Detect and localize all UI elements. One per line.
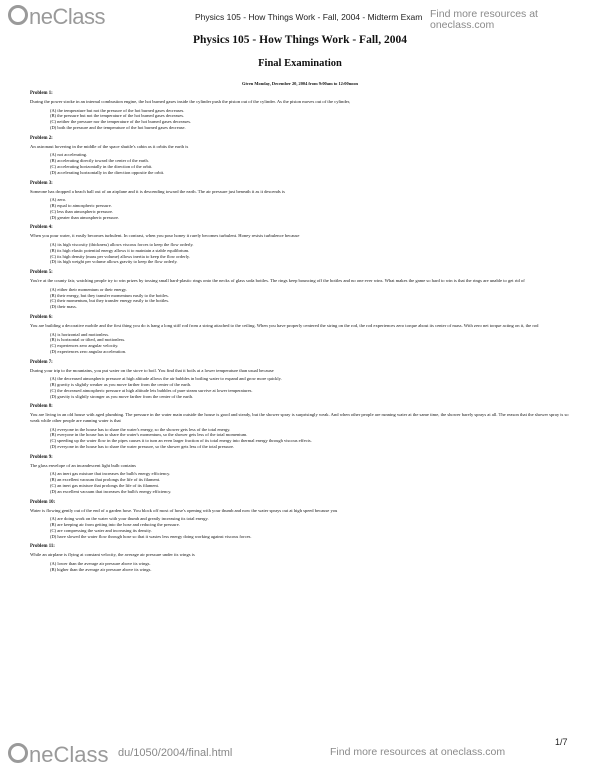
problem-block xyxy=(30,91,570,131)
answer-choice: (C) its high density (mass per volume) allows inertia to keep the flow orderly. xyxy=(50,253,190,259)
choice-list xyxy=(30,287,570,310)
problem-question: Someone has dropped a beach ball out of an airplane and it is descending toward the earth. The air pressure just beneath it as it descends is xyxy=(30,188,285,194)
running-head: Physics 105 - How Things Work - Fall, 2004 - Midterm Exam xyxy=(195,12,423,22)
answer-choice: (C) experiences zero angular velocity. xyxy=(50,343,119,349)
top-promo-link[interactable]: Find more resources at oneclass.com xyxy=(430,8,538,31)
answer-choice: (B) its high elastic potential energy allows it to maintain a stable equilibrium. xyxy=(50,247,190,253)
bottom-watermark-bar xyxy=(0,735,595,770)
problem-question: During the power stroke in an internal combustion engine, the hot burned gases inside the cylinder push the piston out of the cylinder. As the piston moves out of the cylinder, xyxy=(30,99,351,104)
answer-choice: (D) their mass. xyxy=(50,304,77,310)
exam-date: Given Monday, December 20, 2004 from 9:00am to 12:00noon xyxy=(242,81,358,86)
problem-block xyxy=(30,404,570,449)
logo-o-icon xyxy=(8,743,28,763)
answer-choice: (B) equal to atmospheric pressure. xyxy=(50,202,112,208)
problem-title: Problem 1: xyxy=(30,91,53,96)
answer-choice: (D) accelerating horizontally in the direction opposite the orbit. xyxy=(50,169,165,175)
problem-title: Problem 3: xyxy=(30,180,53,186)
problem-question: Water is flowing gently out of the end of a garden hose. You block off most of hose's opening with your thumb and now the water sprays out at high speed because you xyxy=(30,507,338,513)
choice-list xyxy=(30,561,570,573)
answer-choice: (A) an inert gas mixture that increases the bulb's energy efficiency. xyxy=(50,471,171,477)
choice-list xyxy=(30,108,570,131)
answer-choice: (C) an inert gas mixture that prolongs the life of its filament. xyxy=(50,483,159,489)
exam-page xyxy=(30,34,570,573)
problem-title: Problem 7: xyxy=(30,359,53,365)
problem-title: Problem 5: xyxy=(30,270,53,276)
answer-choice: (D) experiences zero angular acceleration. xyxy=(50,348,127,354)
answer-choice: (C) less than atmospheric pressure. xyxy=(50,208,114,214)
problem-block xyxy=(30,455,570,495)
problem-block xyxy=(30,181,570,221)
answer-choice: (D) gravity is slightly stronger as you move farther from the center of the earth. xyxy=(50,393,194,399)
choice-list xyxy=(30,152,570,175)
exam-title: Physics 105 - How Things Work - Fall, 2004 xyxy=(193,34,407,46)
problem-question: During your trip to the mountains, you put water on the stove to boil. You find that it boils at a lower temperature than usual because xyxy=(30,367,274,373)
choice-list xyxy=(30,427,570,450)
answer-choice: (B) accelerating directly toward the center of the earth. xyxy=(50,158,149,164)
problem-block xyxy=(30,360,570,400)
answer-choice: (C) speeding up the water flow in the pipes causes it to turn an even larger fraction of its total energy into thermal energy through viscous effects. xyxy=(50,438,312,444)
answer-choice: (B) their energy, but they transfer momentum easily to the bottles. xyxy=(50,292,169,298)
answer-choice: (A) either their momentum or their energy. xyxy=(50,286,127,292)
oneclass-logo xyxy=(8,4,105,30)
problem-question: While an airplane is flying at constant velocity, the average air pressure under its wings is xyxy=(30,552,195,558)
problem-question: When you pour water, it easily becomes turbulent. In contrast, when you pour honey it rarely becomes turbulent. Honey resists turbulence because xyxy=(30,233,300,239)
answer-choice: (A) zero. xyxy=(50,197,67,203)
problem-title: Problem 6: xyxy=(30,314,53,320)
choice-list xyxy=(30,376,570,399)
problem-block xyxy=(30,315,570,355)
answer-choice: (A) everyone in the house has to share the water's energy, so the shower gets less of the total energy. xyxy=(50,426,231,432)
source-url[interactable]: du/1050/2004/final.html xyxy=(118,747,233,759)
answer-choice: (A) not accelerating. xyxy=(50,152,88,158)
problem-block xyxy=(30,270,570,310)
answer-choice: (D) greater than atmospheric pressure. xyxy=(50,214,120,220)
problem-title: Problem 9: xyxy=(30,454,53,460)
problem-question: The glass envelope of an incandescent light bulb contains xyxy=(30,462,136,468)
top-watermark-bar xyxy=(0,0,595,32)
answer-choice: (D) have slowed the water flow through hose so that it wastes less energy doing working against viscous forces. xyxy=(50,533,252,539)
choice-list xyxy=(30,516,570,539)
answer-choice: (B) is horizontal or tilted, and motionless. xyxy=(50,337,126,343)
problem-title: Problem 2: xyxy=(30,135,53,141)
answer-choice: (B) higher than the average air pressure above its wings. xyxy=(50,566,152,572)
answer-choice: (A) its high viscosity (thickness) allows viscous forces to keep the flow orderly. xyxy=(50,241,194,247)
problem-question: You are living in an old house with aged plumbing. The pressure in the water main outside the house is good and steady, but the shower spray is surprisingly weak. And when other people are running water at the same time, the shower barely sprays at all. The reason that the shower spray is so weak while other people are running water is that xyxy=(30,412,569,424)
bottom-promo-link[interactable]: Find more resources at oneclass.com xyxy=(330,746,506,758)
answer-choice: (D) everyone in the house has to share the water pressure, so the shower gets less of the total pressure. xyxy=(50,444,235,450)
answer-choice: (D) its high weight per volume allows gravity to keep the flow orderly. xyxy=(50,259,178,265)
problem-question: You are building a decorative mobile and the first thing you do is hang a long stiff rod from a string attached to the ceiling. When you have properly centered the string on the rod, the rod experiences zero torque about its center of mass. With zero net torque acting on it, the rod xyxy=(30,322,539,328)
answer-choice: (B) gravity is slightly weaker as you move farther from the center of the earth. xyxy=(50,382,192,388)
choice-list xyxy=(30,332,570,355)
answer-choice: (D) an excellent vacuum that increases the bulb's energy efficiency. xyxy=(50,488,172,494)
answer-choice: (A) the temperature but not the pressure of the hot burned gases decreases. xyxy=(50,107,185,113)
oneclass-logo-bottom xyxy=(8,742,108,768)
choice-list xyxy=(30,197,570,220)
problem-block xyxy=(30,500,570,540)
problem-title: Problem 10: xyxy=(30,499,56,505)
problem-block xyxy=(30,544,570,572)
answer-choice: (C) neither the pressure nor the temperature of the hot burned gases decreases. xyxy=(50,119,192,125)
answer-choice: (C) the decreased atmospheric pressure at high altitude lets bubbles of pure steam survive at lower temperatures. xyxy=(50,387,253,393)
page-number: 1/7 xyxy=(555,737,568,747)
exam-subtitle: Final Examination xyxy=(258,58,342,69)
problem-block xyxy=(30,136,570,176)
answer-choice: (C) their momentum, but they transfer energy easily to the bottles. xyxy=(50,298,170,304)
logo-text: neClass xyxy=(29,742,109,767)
problem-list xyxy=(30,91,570,573)
answer-choice: (B) an excellent vacuum that prolongs the life of its filament. xyxy=(50,477,161,483)
answer-choice: (C) are compressing the water and increasing its density. xyxy=(50,527,152,533)
answer-choice: (B) the pressure but not the temperature of the hot burned gases decreases. xyxy=(50,113,185,119)
problem-question: You're at the county fair, watching people try to win prizes by tossing small hard-plastic rings onto the necks of glass soda bottles. The rings keep bouncing off the bottles and no one ever wins. What makes the game so hard to win is that the rings are unable to get rid of xyxy=(30,278,525,284)
answer-choice: (A) is horizontal and motionless. xyxy=(50,331,110,337)
problem-block xyxy=(30,225,570,265)
logo-o-icon xyxy=(8,5,28,25)
problem-title: Problem 8: xyxy=(30,404,53,410)
answer-choice: (A) are doing work on the water with your thumb and greatly increasing its total energy. xyxy=(50,516,209,522)
choice-list xyxy=(30,242,570,265)
answer-choice: (C) accelerating horizontally in the direction of the orbit. xyxy=(50,163,153,169)
logo-text: neClass xyxy=(29,4,105,29)
answer-choice: (A) the decreased atmospheric pressure at high altitude allows the air bubbles in boiling water to expand and grow more quickly. xyxy=(50,376,282,382)
problem-title: Problem 11: xyxy=(30,544,55,550)
choice-list xyxy=(30,471,570,494)
answer-choice: (B) everyone in the house has to share the water's momentum, so the shower gets less of the total momentum. xyxy=(50,432,248,438)
answer-choice: (D) both the pressure and the temperature of the hot burned gases decrease. xyxy=(50,124,186,130)
answer-choice: (A) lower than the average air pressure above its wings. xyxy=(50,561,151,566)
problem-question: An astronaut hovering in the middle of the space shuttle's cabin as it orbits the earth is xyxy=(30,143,189,149)
problem-title: Problem 4: xyxy=(30,225,53,231)
answer-choice: (B) are keeping air from getting into the hose and reducing the pressure. xyxy=(50,522,180,528)
